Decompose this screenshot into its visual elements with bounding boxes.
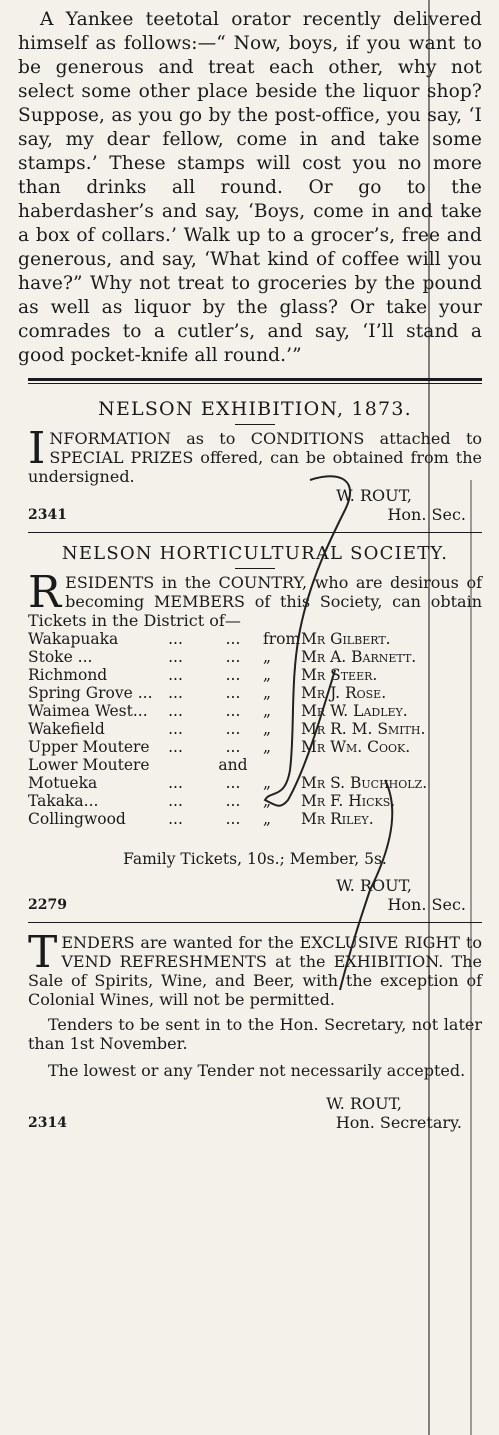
society-signer-title: Hon. Sec. <box>387 895 466 914</box>
agent-name: Mr Gilbert. <box>301 630 391 648</box>
agent-place: Lower Moutere <box>28 756 150 774</box>
agent-dots <box>148 756 203 774</box>
agent-dots: ... <box>225 738 241 756</box>
agent-from: from <box>263 630 301 648</box>
tenders-signer-title: Hon. Secretary. <box>335 1113 462 1132</box>
agent-name: Mr S. Buchholz. <box>301 774 428 792</box>
agent-place: Wakapuaka <box>28 630 119 648</box>
agent-dots: and <box>218 756 248 774</box>
yankee-article: A Yankee teetotal orator recently delivered himself as follows:—“ Now, boys, if you want to be generous and treat each other, why not select some other place beside the liquor shop? Suppose, as you go by the post-office, you say, ‘I say, my dear fellow, come in and take some stamps.’ These stamps will cost you no more than drinks all round. Or go to the haberdasher’s and say, ‘Boys, come in and take a box of collars.’ Walk up to a grocer’s, free and generous, and say, ‘What kind of coffee will you have?” Why not treat to groceries by the pound as well as liquor by the glass? Or take your comrades to a cutler’s, and say, ‘I’ll stand a good pocket-knife all round.’” <box>18 9 482 366</box>
agent-name: Mr Wm. Cook. <box>301 738 411 756</box>
agent-name: Mr R. M. Smith. <box>301 720 426 738</box>
short-rule <box>235 424 275 425</box>
agent-from: „ <box>263 810 272 828</box>
tenders-body-text: ENDERS are wanted for the EXCLUSIVE RIGHT to VEND REFRESHMENTS at the EXHIBITION. The Sale of Spirits, Wine, and Beer, with the exception of Colonial Wines, will not be permitted. <box>28 933 482 1009</box>
agent-dots: ... <box>168 630 183 648</box>
agent-dots: ... <box>225 630 241 648</box>
agent-dots: ... <box>168 720 183 738</box>
agent-dots: ... <box>225 702 241 720</box>
dropcap-letter: T <box>28 927 58 978</box>
agent-place: Collingwood <box>28 810 126 828</box>
agent-from: „ <box>263 738 272 756</box>
agent-dots: ... <box>168 702 183 720</box>
exhibition-signer: W. ROUT, <box>336 486 412 505</box>
agent-place: Waimea West... <box>28 702 148 720</box>
agent-from: „ <box>263 666 272 684</box>
agent-from: „ <box>263 720 272 738</box>
ticket-prices: Family Tickets, 10s.; Member, 5s. <box>123 850 387 868</box>
agent-dots: ... <box>168 792 183 810</box>
exhibition-signer-title: Hon. Sec. <box>387 505 466 524</box>
agent-place: Wakefield <box>28 720 105 738</box>
agent-dots: ... <box>168 810 183 828</box>
dropcap-letter: R <box>28 567 62 618</box>
agent-dots: ... <box>168 648 183 666</box>
agent-name: Mr F. Hicks. <box>301 792 396 810</box>
agent-dots: ... <box>225 666 241 684</box>
agent-from: „ <box>263 648 272 666</box>
society-title: NELSON HORTICULTURAL SOCIETY. <box>61 543 449 564</box>
agent-place: Upper Moutere <box>28 738 150 756</box>
pen-check-mark <box>250 470 410 1030</box>
agent-dots: ... <box>225 792 241 810</box>
agent-from: „ <box>263 792 272 810</box>
agent-place: Spring Grove ... <box>28 684 153 702</box>
agent-from: „ <box>263 774 272 792</box>
agent-place: Richmond <box>28 666 108 684</box>
agent-dots: ... <box>225 684 241 702</box>
tenders-number: 2314 <box>28 1115 67 1131</box>
agent-dots: ... <box>225 648 241 666</box>
tenders-signer: W. ROUT, <box>326 1094 402 1113</box>
agent-dots: ... <box>168 666 183 684</box>
dropcap-letter: I <box>28 423 46 474</box>
agent-dots: ... <box>225 720 241 738</box>
agent-name: Mr A. Barnett. <box>301 648 417 666</box>
exhibition-number: 2341 <box>28 507 67 523</box>
agent-dots: ... <box>168 684 183 702</box>
society-number: 2279 <box>28 897 67 913</box>
agent-place: Stoke ... <box>28 648 93 666</box>
agent-dots: ... <box>225 810 241 828</box>
agent-from: „ <box>263 702 272 720</box>
tenders-disclaimer: The lowest or any Tender not necessarily accepted. <box>48 1061 466 1080</box>
agent-place: Motueka <box>28 774 98 792</box>
agent-name: Mr Steer. <box>301 666 378 684</box>
agent-name: Mr Riley. <box>301 810 374 828</box>
agent-name: Mr W. Ladley. <box>301 702 408 720</box>
agent-from: „ <box>263 684 272 702</box>
agent-place: Takaka... <box>28 792 99 810</box>
society-body-text: ESIDENTS in the COUNTRY, who are desirous of becoming MEMBERS of this Society, can obtain Tickets in the District of— <box>28 573 482 630</box>
agent-dots: ... <box>168 738 183 756</box>
exhibition-title: NELSON EXHIBITION, 1873. <box>98 398 412 420</box>
tenders-deadline: Tenders to be sent in to the Hon. Secretary, not later than 1st November. <box>28 1015 482 1053</box>
agent-dots: ... <box>168 774 183 792</box>
agent-name: Mr J. Rose. <box>301 684 387 702</box>
agent-dots: ... <box>225 774 241 792</box>
exhibition-body-text: NFORMATION as to CONDITIONS attached to SPECIAL PRIZES offered, can be obtained from the undersigned. <box>28 429 482 486</box>
society-signer: W. ROUT, <box>336 876 412 895</box>
